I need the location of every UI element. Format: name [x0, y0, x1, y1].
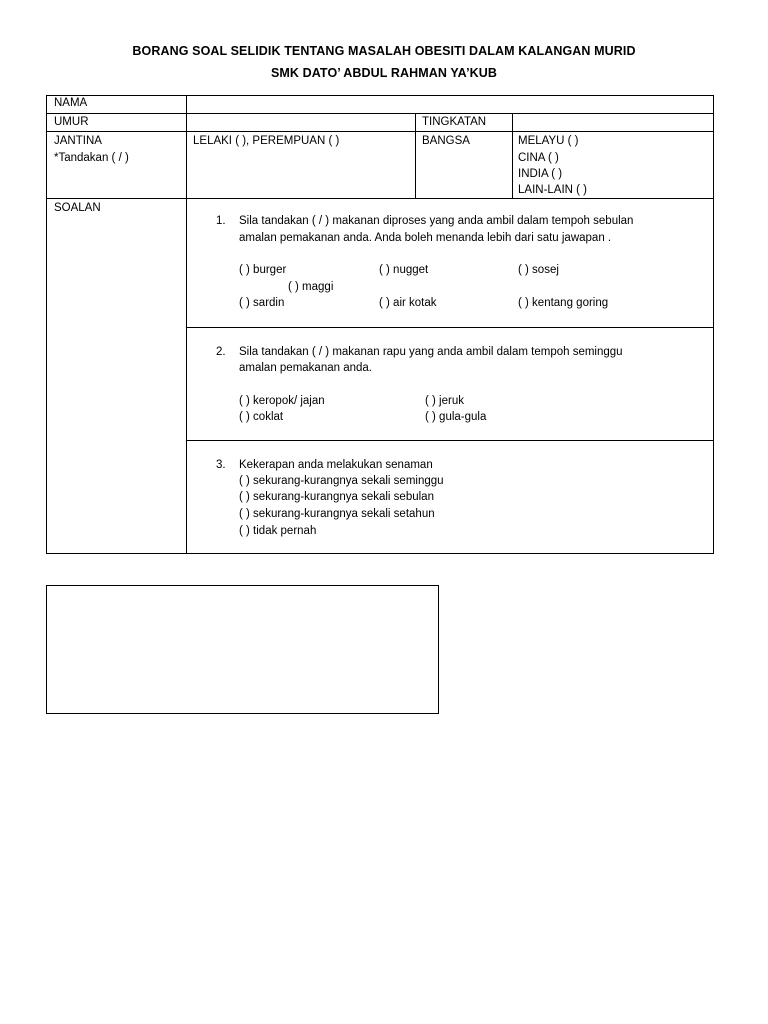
umur-field[interactable]: [188, 114, 414, 130]
race-option-lain-lain[interactable]: LAIN-LAIN ( ): [518, 184, 588, 196]
option-maggi[interactable]: ( ) maggi: [288, 281, 334, 293]
column-divider: [415, 113, 416, 199]
question-number: 3.: [216, 459, 226, 471]
tingkatan-label: TINGKATAN: [422, 116, 487, 128]
question-text: Sila tandakan ( / ) makanan diproses yang anda ambil dalam tempoh sebulan: [239, 215, 634, 227]
option-sebulan[interactable]: ( ) sekurang-kurangnya sekali sebulan: [239, 491, 434, 503]
nama-field[interactable]: [188, 96, 712, 112]
option-nugget[interactable]: ( ) nugget: [379, 264, 429, 276]
question-divider: [186, 327, 714, 328]
row-divider: [46, 131, 714, 132]
option-sardin[interactable]: ( ) sardin: [239, 297, 285, 309]
option-kentang-goring[interactable]: ( ) kentang goring: [518, 297, 609, 309]
table-border-left: [46, 95, 47, 554]
tingkatan-field[interactable]: [514, 114, 712, 130]
race-option-cina[interactable]: CINA ( ): [518, 152, 559, 164]
blank-box: [46, 585, 439, 714]
option-coklat[interactable]: ( ) coklat: [239, 411, 284, 423]
jantina-label: JANTINA: [54, 135, 102, 147]
question-number: 1.: [216, 215, 226, 227]
nama-label: NAMA: [54, 97, 88, 109]
option-gula-gula[interactable]: ( ) gula-gula: [425, 411, 487, 423]
umur-label: UMUR: [54, 116, 89, 128]
bangsa-label: BANGSA: [422, 135, 470, 147]
question-text: Kekerapan anda melakukan senaman: [239, 459, 433, 471]
document-title: BORANG SOAL SELIDIK TENTANG MASALAH OBESITI DALAM KALANGAN MURID: [132, 44, 636, 58]
option-seminggu[interactable]: ( ) sekurang-kurangnya sekali seminggu: [239, 475, 444, 487]
question-number: 2.: [216, 346, 226, 358]
table-border-bottom: [46, 553, 714, 554]
race-option-melayu[interactable]: MELAYU ( ): [518, 135, 579, 147]
table-border-right: [713, 95, 714, 554]
option-keropok-jajan[interactable]: ( ) keropok/ jajan: [239, 395, 325, 407]
question-divider: [186, 440, 714, 441]
tandakan-hint: *Tandakan ( / ): [54, 152, 129, 164]
column-divider: [512, 113, 513, 199]
option-burger[interactable]: ( ) burger: [239, 264, 287, 276]
row-divider: [46, 198, 714, 199]
option-tidak-pernah[interactable]: ( ) tidak pernah: [239, 525, 317, 537]
option-sosej[interactable]: ( ) sosej: [518, 264, 559, 276]
race-option-india[interactable]: INDIA ( ): [518, 168, 563, 180]
soalan-label: SOALAN: [54, 202, 101, 214]
option-setahun[interactable]: ( ) sekurang-kurangnya sekali setahun: [239, 508, 435, 520]
question-text: amalan pemakanan anda.: [239, 362, 372, 374]
column-divider: [186, 95, 187, 554]
question-text: Sila tandakan ( / ) makanan rapu yang anda ambil dalam tempoh seminggu: [239, 346, 623, 358]
gender-options[interactable]: LELAKI ( ), PEREMPUAN ( ): [193, 135, 340, 147]
school-name: SMK DATO’ ABDUL RAHMAN YA’KUB: [270, 66, 498, 80]
option-jeruk[interactable]: ( ) jeruk: [425, 395, 464, 407]
question-text: amalan pemakanan anda. Anda boleh menanda lebih dari satu jawapan .: [239, 232, 612, 244]
option-air-kotak[interactable]: ( ) air kotak: [379, 297, 437, 309]
